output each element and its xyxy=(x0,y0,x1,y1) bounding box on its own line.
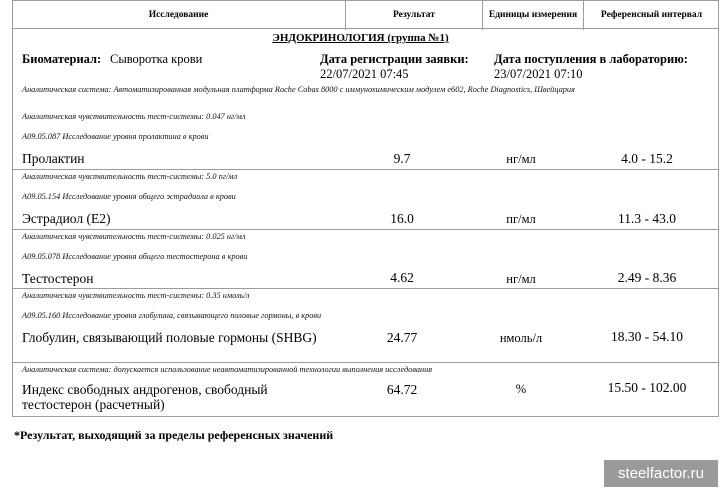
row-divider xyxy=(12,288,719,289)
test-units: нг/мл xyxy=(506,272,536,286)
test-reference: 2.49 - 8.36 xyxy=(617,270,677,285)
test-name: Тестостерон xyxy=(22,271,94,286)
analytic-system-note: Аналитическая система: Автоматизированная модульная платформа Roche Cobas 8000 с иммунохимическим модулем e602, Roche Diagnostics, Швейцария xyxy=(22,85,575,94)
test-code: A09.05.154 Исследование уровня общего эстрадиола в крови xyxy=(22,192,236,201)
lab-arrival-label: Дата поступления в лабораторию: xyxy=(494,52,688,66)
section-title: ЭНДОКРИНОЛОГИЯ (группа №1) xyxy=(272,32,449,44)
test-code: A09.05.160 Исследование уровня глобулина, связывающего половые гормоны, в крови xyxy=(22,311,322,320)
row-divider xyxy=(12,169,719,170)
biomaterial-label: Биоматериал: xyxy=(22,52,102,66)
test-result: 16.0 xyxy=(390,211,414,226)
test-units: пг/мл xyxy=(506,212,536,226)
table-header xyxy=(12,0,719,29)
test-units: % xyxy=(515,382,527,396)
test-reference: 4.0 - 15.2 xyxy=(621,151,673,166)
footer-note: *Результат, выходящий за пределы референсных значений xyxy=(14,428,334,442)
biomaterial-value: Сыворотка крови xyxy=(110,52,203,66)
header-study: Исследование xyxy=(148,10,209,20)
test-units: нг/мл xyxy=(506,152,536,166)
test-result: 9.7 xyxy=(393,151,411,166)
analytic-system-note: Аналитическая система: допускается использование неавтоматизированной технологии выполнения исследования xyxy=(22,365,433,374)
header-reference: Референсный интервал xyxy=(600,10,703,20)
test-result: 4.62 xyxy=(390,270,414,285)
test-reference: 11.3 - 43.0 xyxy=(618,211,676,226)
header-result: Результат xyxy=(393,10,435,20)
test-name: Глобулин, связывающий половые гормоны (SHBG) xyxy=(22,330,317,345)
lab-arrival-value: 23/07/2021 07:10 xyxy=(494,67,583,81)
header-units: Единицы измерения xyxy=(488,10,578,20)
row-divider xyxy=(12,229,719,230)
registration-label: Дата регистрации заявки: xyxy=(320,52,469,66)
test-units: нмоль/л xyxy=(499,331,543,345)
test-name: Пролактин xyxy=(22,151,85,166)
test-reference: 15.50 - 102.00 xyxy=(607,380,687,395)
sensitivity-note: Аналитическая чувствительность тест-системы: 5.0 пг/мл xyxy=(22,172,238,181)
test-code: A09.05.078 Исследование уровня общего тестостерона в крови xyxy=(22,252,248,261)
test-reference: 18.30 - 54.10 xyxy=(611,329,683,344)
watermark-logo: steelfactor.ru xyxy=(604,460,718,487)
sensitivity-note: Аналитическая чувствительность тест-системы: 0.047 нг/мл xyxy=(22,112,246,121)
test-name: Эстрадиол (Е2) xyxy=(22,211,111,226)
sensitivity-note: Аналитическая чувствительность тест-системы: 0.025 нг/мл xyxy=(22,232,246,241)
registration-value: 22/07/2021 07:45 xyxy=(320,67,409,81)
test-result: 24.77 xyxy=(386,330,418,345)
sensitivity-note: Аналитическая чувствительность тест-системы: 0.35 нмоль/л xyxy=(22,291,250,300)
row-divider xyxy=(12,362,719,363)
test-code: A09.05.087 Исследование уровня пролактина в крови xyxy=(22,132,209,141)
test-name: Индекс свободных андрогенов, свободный тестостерон (расчетный) xyxy=(22,382,268,412)
test-result: 64.72 xyxy=(386,382,418,397)
